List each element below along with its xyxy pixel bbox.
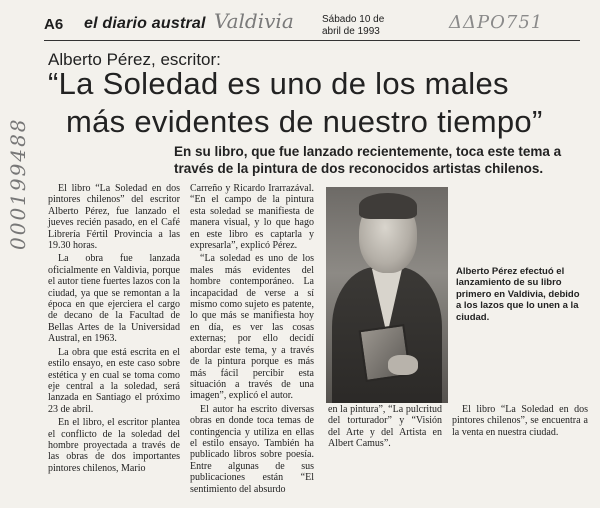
body-column-4 [452, 404, 588, 440]
paragraph: El libro “La Soledad en dos pintores chilenos” del escritor Alberto Pérez, fue lanzado el jueves recién pasado, en el Café Librería Fértil Provincia a las 19.30 horas. [48, 183, 180, 252]
photo-hand [388, 355, 418, 375]
body-column-1 [48, 183, 180, 476]
paragraph: en la pintura”, “La pulcritud del torturador” y “Visión del Arte y del Artista en Albert Camus”. [328, 404, 442, 450]
paragraph: “La soledad es uno de los males más evidentes del hombre contemporáneo. La incapacidad de verse a sí mismo como sujeto es patente, lo que más se manifiesta hoy en día, es ver las cosas externas; por ello decidí abordar este tema, y a través de la pintura porque es más más fácil percibir esta situación a través de una imagen”, explicó el autor. [190, 253, 314, 402]
paragraph: El autor ha escrito diversas obras en donde toca temas de contingencia y utiliza en ellas el estilo ensayo. También ha publicado libros sobre poesía. Entre algunas de sus publicaciones están “El sentimiento del absurdo [190, 403, 314, 495]
handwritten-city-note: Valdivia [214, 9, 294, 33]
paragraph: Carreño y Ricardo Irarrazával. “En el campo de la pintura esta soledad se manifiesta de manera visual, y lo que hago en este libro es captarla y expresarla”, explicó Pérez. [190, 183, 314, 252]
newspaper-name: el diario austral [84, 15, 206, 32]
photo-hair [359, 193, 417, 219]
header-divider [44, 40, 580, 41]
photo-caption: Alberto Pérez efectuó el lanzamiento de su libro primero en Valdivia, debido a los lazos que lo unen a la ciudad. [456, 266, 580, 323]
page-number: A6 [44, 16, 64, 33]
date-line-2: abril de 1993 [322, 26, 380, 37]
article-deck: En su libro, que fue lanzado recientemente, toca este tema a través de la pintura de dos reconocidos artistas chilenos. [174, 144, 562, 176]
paragraph: El libro “La Soledad en dos pintores chilenos”, se encuentra a la venta en nuestra ciudad. [452, 404, 588, 438]
handwritten-stamp: ΔΔΡΟ751 [449, 12, 544, 33]
paragraph: La obra que está escrita en el estilo ensayo, en este caso sobre estética y en cual se toma como eje central a la soledad, será lanzada en Santiago el próximo 23 de abril. [48, 346, 180, 415]
paragraph: En el libro, el escritor plantea el conflicto de la soledad del hombre proyectada a través de las obras de dos importantes pintores chilenos, Mario [48, 417, 180, 474]
page-header [44, 9, 544, 40]
body-column-2 [190, 183, 314, 497]
headline-line-2: más evidentes de nuestro tiempo” [66, 104, 543, 139]
article-kicker: Alberto Pérez, escritor: [48, 50, 221, 69]
archive-number-stamp: 000199488 [6, 117, 30, 250]
paragraph: La obra fue lanzada oficialmente en Valdivia, porque el autor tiene fuertes lazos con la ciudad, ya que se remontan a la época en que ejerciera el cargo de decano de la Facultad de Bellas Artes de la Universidad Austral, en 1963. [48, 253, 180, 345]
headline-line-1: “La Soledad es uno de los males [48, 66, 509, 101]
author-photo [326, 187, 448, 403]
body-column-3 [328, 404, 442, 452]
date-line-1: Sábado 10 de [322, 14, 385, 25]
